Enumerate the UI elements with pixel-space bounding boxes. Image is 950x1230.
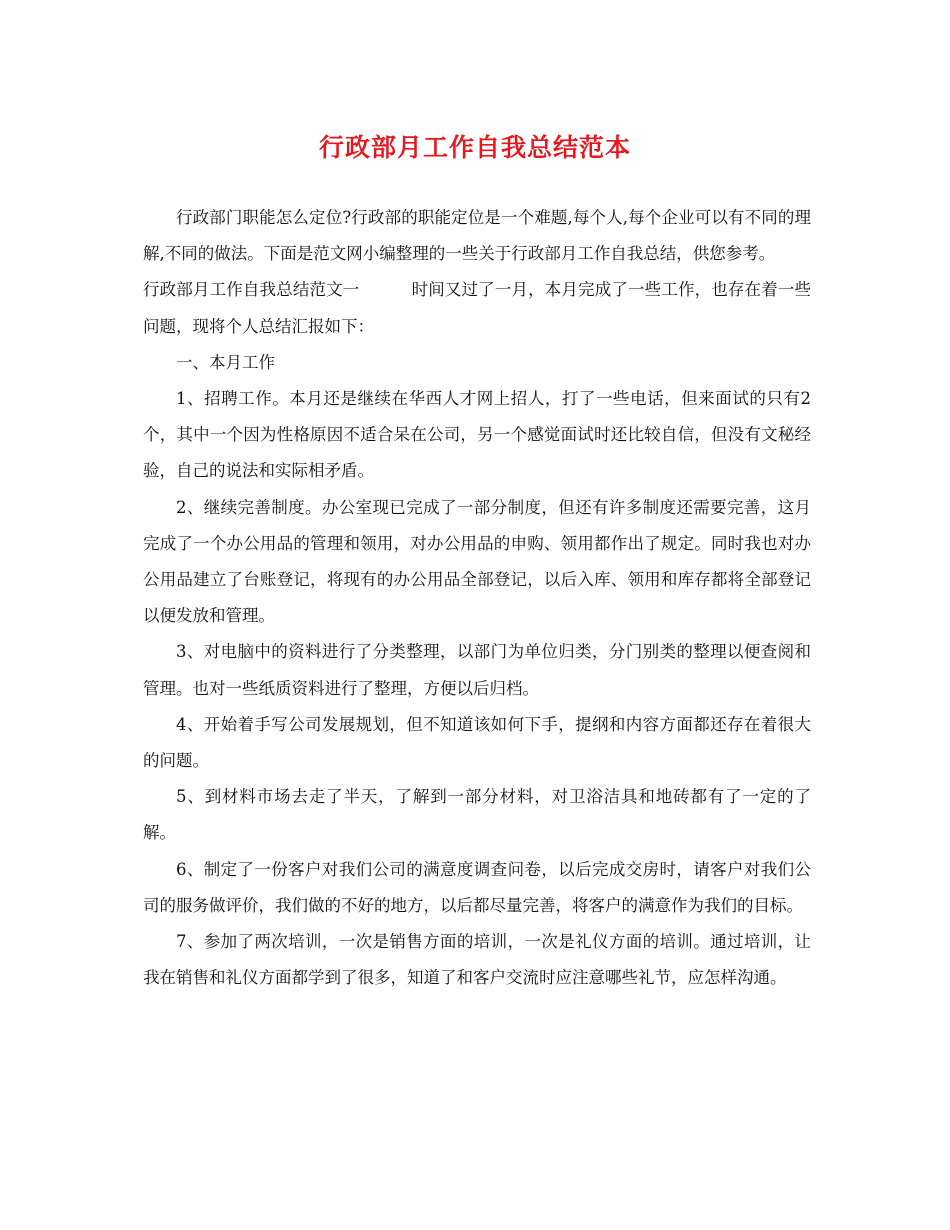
- intro-paragraph: 行政部门职能怎么定位?行政部的职能定位是一个难题,每个人,每个企业可以有不同的理解,不同的做法。下面是范文网小编整理的一些关于行政部月工作自我总结，供您参考。: [143, 208, 811, 264]
- list-item: 4、开始着手写公司发展规划，但不知道该如何下手，提纲和内容方面都还存在着很大的问题。: [143, 714, 811, 771]
- page-title: 行政部月工作自我总结范本: [318, 133, 631, 162]
- document-body: [143, 200, 811, 996]
- list-item: 3、对电脑中的资料进行了分类整理，以部门为单位归类，分门别类的整理以便查阅和管理。也对一些纸质资料进行了整理，方便以后归档。: [143, 642, 811, 698]
- section-heading: 一、本月工作: [176, 352, 275, 372]
- sample-heading: 行政部月工作自我总结范文一: [143, 280, 360, 300]
- list-item: 5、到材料市场去走了半天，了解到一部分材料，对卫浴洁具和地砖都有了一定的了解。: [143, 787, 811, 843]
- list-item: 6、制定了一份客户对我们公司的满意度调查问卷，以后完成交房时，请客户对我们公司的服务做评价，我们做的不好的地方，以后都尽量完善，将客户的满意作为我们的目标。: [143, 859, 811, 915]
- sample-opening: 时间又过了一月，本月完成了一些工作，也存在着一些问题，现将个人总结汇报如下：: [143, 280, 812, 336]
- sample-paragraph: [143, 272, 811, 344]
- list-item: 2、继续完善制度。办公室现已完成了一部分制度，但还有许多制度还需要完善，这月完成了一个办公用品的管理和领用，对办公用品的申购、领用都作出了规定。同时我也对办公用品建立了台账登记，将现有的办公用品全部登记，以后入库、领用和库存都将全部登记以便发放和管理。: [143, 497, 811, 626]
- list-item: 1、招聘工作。本月还是继续在华西人才网上招人，打了一些电话，但来面试的只有2个，其中一个因为性格原因不适合呆在公司，另一个感觉面试时还比较自信，但没有文秘经验，自己的说法和实际相矛盾。: [143, 389, 811, 481]
- list-item: 7、参加了两次培训，一次是销售方面的培训，一次是礼仪方面的培训。通过培训，让我在销售和礼仪方面都学到了很多，知道了和客户交流时应注意哪些礼节，应怎样沟通。: [143, 932, 811, 988]
